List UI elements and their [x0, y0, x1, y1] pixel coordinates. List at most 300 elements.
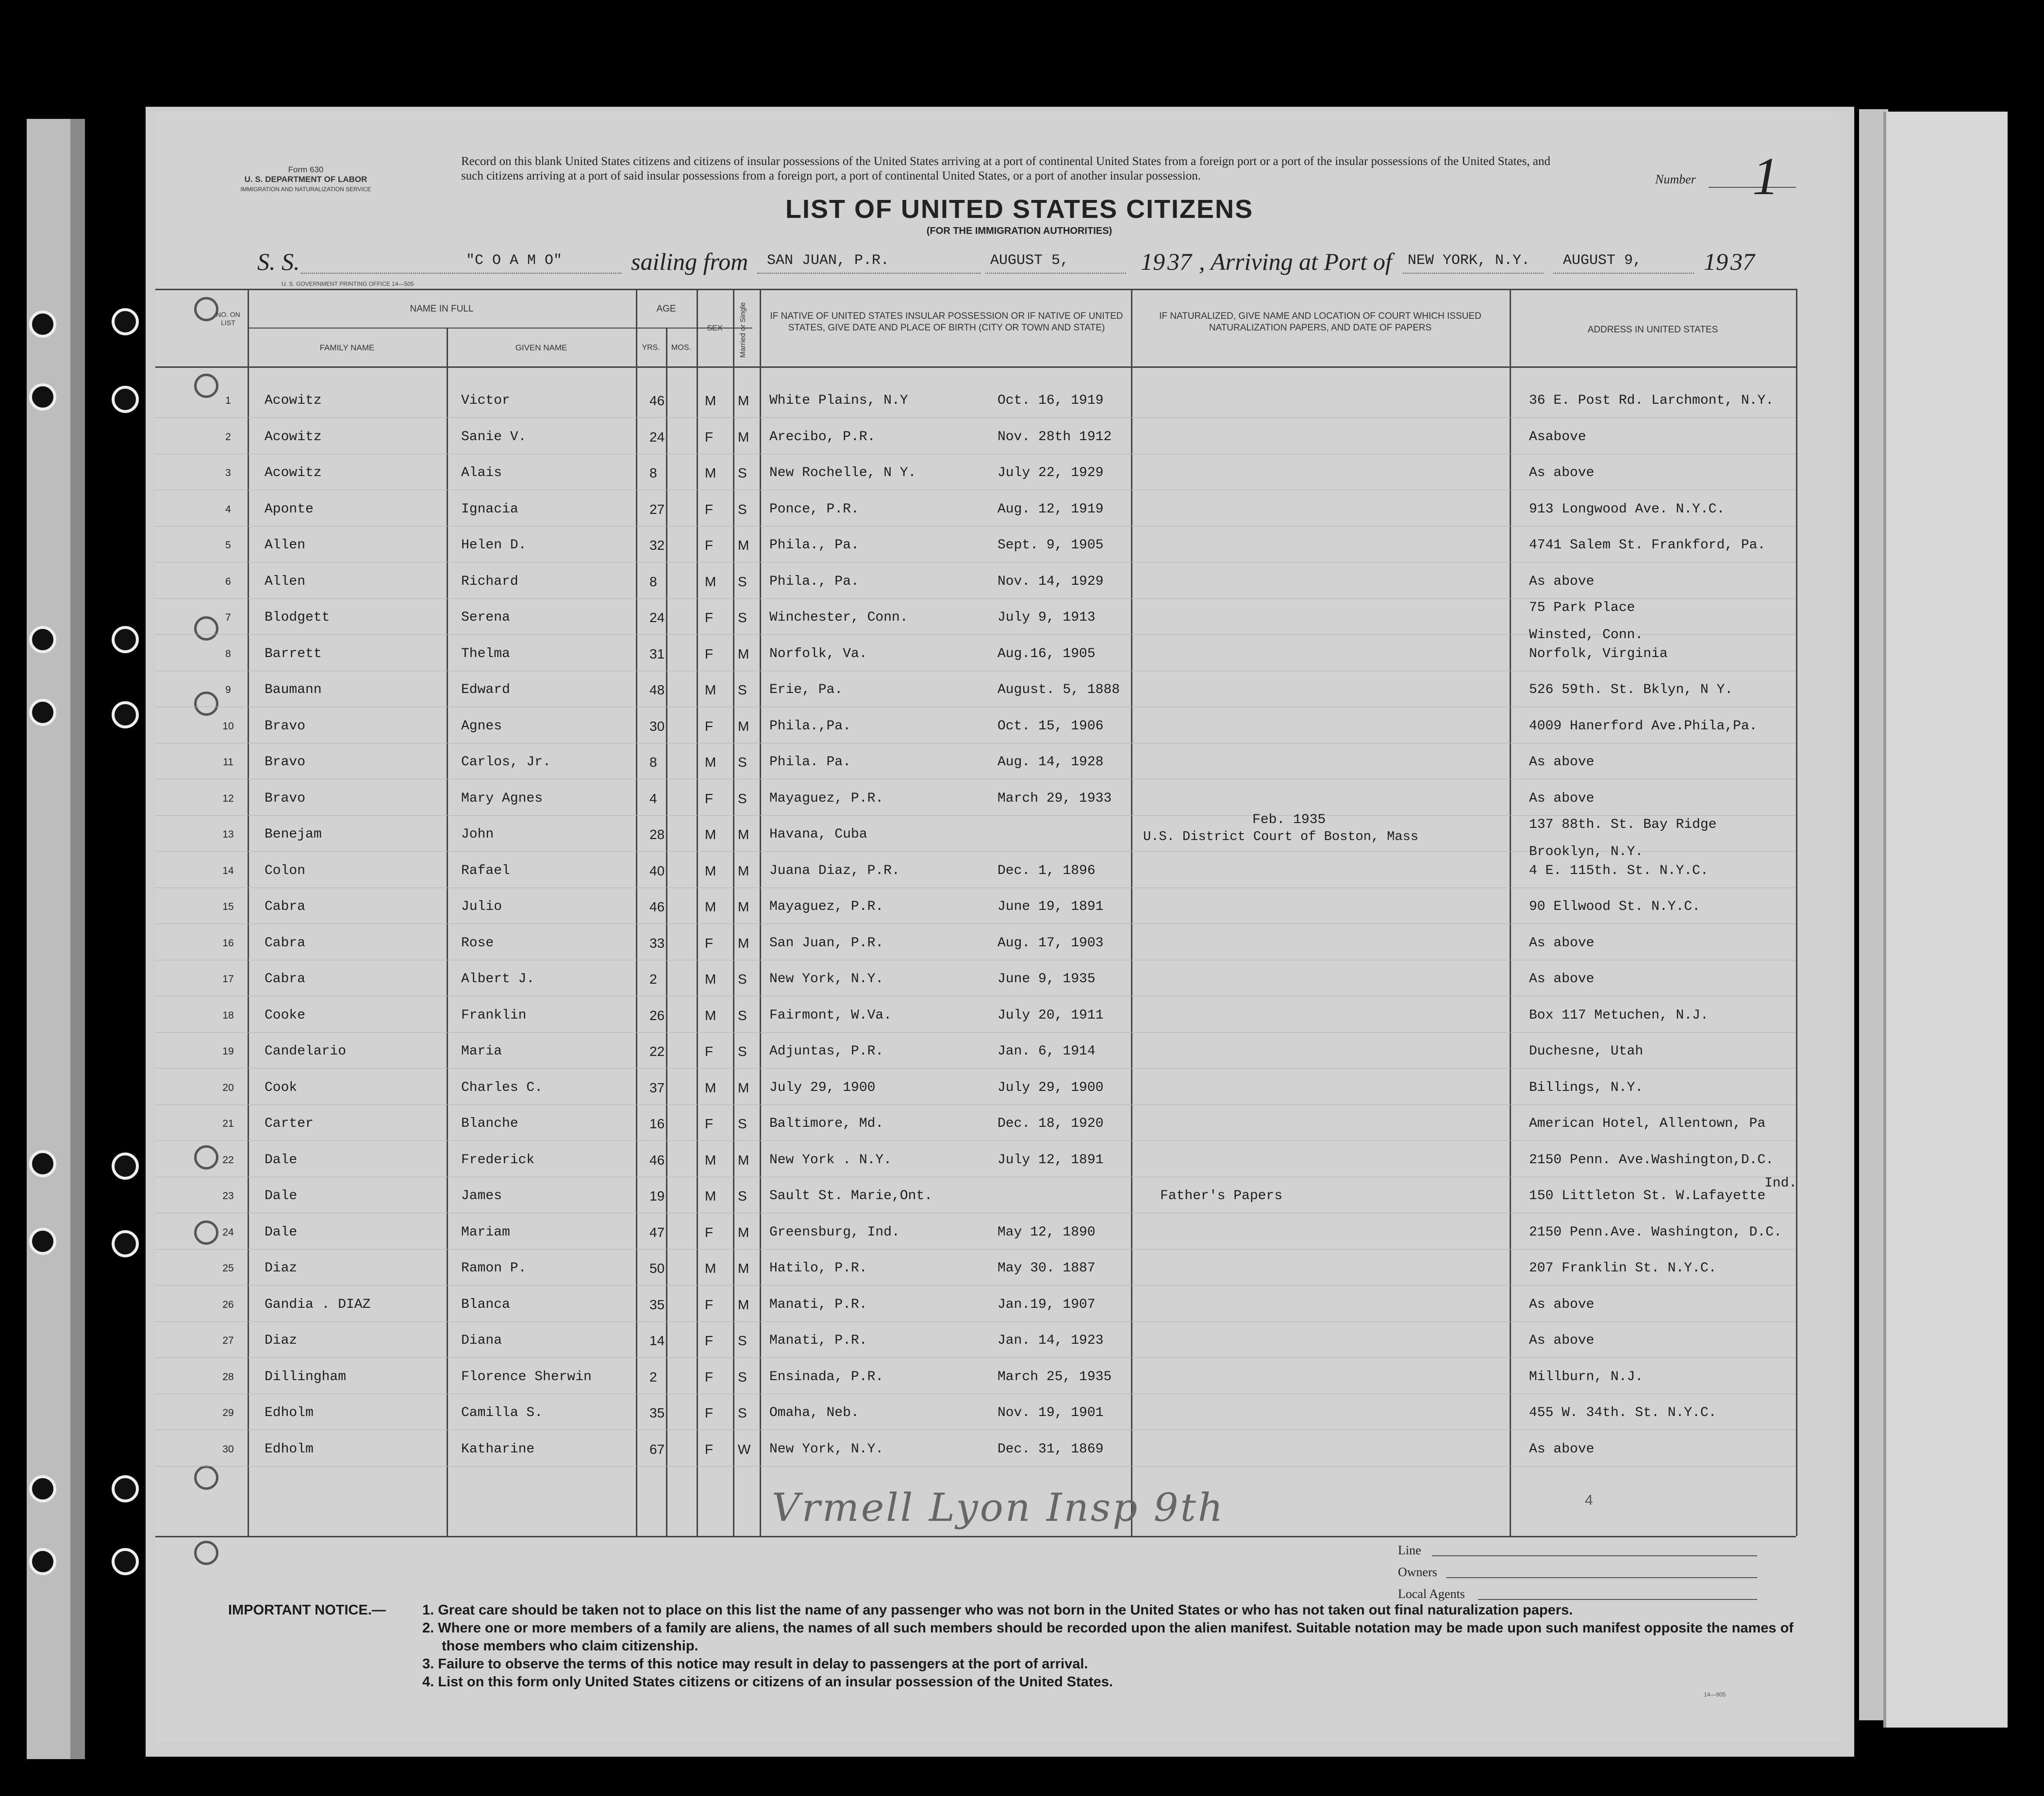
row-number: 15	[222, 901, 234, 912]
cell-place: Manati, P.R.	[769, 1297, 867, 1312]
cell-ms: M	[738, 646, 749, 661]
cell-place: New York, N.Y.	[769, 972, 884, 987]
arriving-label: , Arriving at Port of	[1199, 248, 1392, 275]
cell-yrs: 32	[649, 538, 665, 553]
cell-given: Carlos, Jr.	[461, 755, 551, 770]
cell-place: New Rochelle, N Y.	[769, 465, 916, 480]
cell-sex: F	[705, 719, 714, 734]
cell-date: June 19, 1891	[997, 899, 1104, 914]
cell-sex: M	[705, 1261, 716, 1276]
corner-mark: 14—905	[1704, 1691, 1726, 1698]
cell-yrs: 48	[649, 682, 665, 697]
row-number: 11	[223, 757, 233, 768]
row-number: 29	[222, 1407, 234, 1418]
cell-family: Dillingham	[265, 1369, 347, 1384]
arrival-year-prefix: 19	[1704, 248, 1728, 275]
cell-addr: American Hotel, Allentown, Pa	[1529, 1116, 1766, 1131]
printer-mark: U. S. GOVERNMENT PRINTING OFFICE 14—505	[282, 280, 414, 287]
cell-given: Victor	[461, 393, 510, 408]
cell-addr: 4741 Salem St. Frankford, Pa.	[1529, 538, 1766, 553]
header-married-single: Married or Single	[739, 302, 747, 358]
cell-addr: Box 117 Metuchen, N.J.	[1529, 1008, 1709, 1023]
cell-yrs: 2	[649, 1369, 657, 1384]
cell-yrs: 14	[649, 1333, 665, 1348]
table-top-border	[155, 289, 1796, 290]
row-number: 8	[225, 648, 231, 659]
cell-given: Camilla S.	[461, 1405, 543, 1420]
cell-given: John	[461, 827, 494, 842]
col-divider	[447, 328, 448, 1536]
arrive-underline	[1403, 273, 1544, 274]
cell-sex: F	[705, 1297, 714, 1312]
cell-yrs: 67	[649, 1442, 665, 1457]
cell-family: Cook	[265, 1080, 298, 1095]
col-divider	[733, 289, 734, 1536]
cell-family: Dale	[265, 1188, 298, 1203]
cell-sex: F	[705, 1116, 714, 1131]
cell-nat: Father's Papers	[1160, 1188, 1283, 1203]
cell-ms: M	[738, 1261, 749, 1276]
cell-sex: F	[705, 429, 714, 445]
cell-given: James	[461, 1188, 502, 1203]
cell-date: Sept. 9, 1905	[997, 538, 1104, 553]
cell-date: Nov. 19, 1901	[997, 1405, 1104, 1420]
cell-yrs: 46	[649, 393, 665, 408]
cell-addr: 137 88th. St. Bay Ridge	[1529, 817, 1717, 832]
voyage-line	[252, 247, 1854, 281]
line-label: Line	[1398, 1543, 1421, 1557]
cell-sex: M	[705, 465, 716, 480]
row-number: 10	[222, 721, 234, 732]
arrival-date: AUGUST 9,	[1563, 252, 1642, 269]
departure-date: AUGUST 5,	[990, 252, 1069, 269]
cell-addr: Duchesne, Utah	[1529, 1044, 1644, 1059]
cell-yrs: 47	[649, 1225, 665, 1240]
punch-hole	[112, 1475, 139, 1502]
number-label: Number	[1655, 172, 1696, 186]
cell-given: Diana	[461, 1333, 502, 1348]
cell-ms: M	[738, 936, 749, 951]
row-rule	[155, 923, 1796, 924]
cell-sex: F	[705, 1442, 714, 1457]
cell-place: Adjuntas, P.R.	[769, 1044, 884, 1059]
notice-item: 2. Where one or more members of a family are aliens, the names of all such members should be recorded upon the alien manifest. Suitable notation may be made upon such manifest opposite the names of those members who claim citizenship.	[422, 1620, 1794, 1654]
cell-addr: As above	[1529, 1297, 1595, 1312]
cell-place: Fairmont, W.Va.	[769, 1008, 892, 1023]
cell-family: Aponte	[265, 502, 314, 517]
cell-addr: 455 W. 34th. St. N.Y.C.	[1529, 1405, 1717, 1420]
cell-place: Havana, Cuba	[769, 827, 867, 842]
cell-sex: M	[705, 682, 716, 697]
header-address: ADDRESS IN UNITED STATES	[1587, 325, 1718, 335]
row-number: 13	[222, 829, 234, 840]
owners-label: Owners	[1398, 1565, 1437, 1579]
cell-ms: M	[738, 899, 749, 914]
cell-yrs: 2	[649, 972, 657, 987]
cell-sex: F	[705, 646, 714, 661]
punch-hole	[29, 1548, 56, 1575]
cell-family: Benejam	[265, 827, 322, 842]
row-number: 28	[222, 1371, 234, 1383]
cell-sex: F	[705, 936, 714, 951]
cell-date: Dec. 31, 1869	[997, 1442, 1104, 1457]
row-number: 3	[225, 467, 231, 478]
punch-hole	[112, 701, 139, 728]
row-number: 9	[225, 684, 231, 695]
cell-nat: Feb. 1935	[1252, 812, 1326, 827]
cell-yrs: 27	[649, 502, 665, 517]
cell-sex: M	[705, 755, 716, 770]
cell-given: Charles C.	[461, 1080, 543, 1095]
page-subtitle: (FOR THE IMMIGRATION AUTHORITIES)	[926, 226, 1113, 236]
inspector-signature: Vrmell Lyon Insp 9th	[772, 1485, 1225, 1530]
cell-ms: S	[738, 1044, 747, 1059]
col-divider	[760, 289, 761, 1536]
cell-ms: S	[738, 972, 747, 987]
local-agents-field[interactable]	[1478, 1599, 1757, 1600]
cell-date: Aug. 17, 1903	[997, 936, 1104, 951]
ship-name: "C O A M O"	[466, 252, 563, 269]
cell-family: Bravo	[265, 755, 306, 770]
cell-given: Frederick	[461, 1153, 535, 1168]
top-notice: Record on this blank United States citizens and citizens of insular possessions of the United States arriving at a port of continental United States from a foreign port or a port of the insular possessions of the United States, and such citizens arriving at a port of said insular possessions from a foreign port, a port of continental United States, or a port of another insular possession.	[461, 155, 1550, 182]
cell-given: Albert J.	[461, 972, 535, 987]
cell-sex: M	[705, 393, 716, 408]
cell-sex: F	[705, 791, 714, 806]
cell-ms: S	[738, 1405, 747, 1420]
cell-date: Jan. 14, 1923	[997, 1333, 1104, 1348]
cell-family: Acowitz	[265, 429, 322, 445]
row-number: 24	[222, 1227, 234, 1238]
row-rule	[155, 598, 1796, 599]
arrival-year: 37	[1730, 248, 1755, 275]
cell-date: Aug. 14, 1928	[997, 755, 1104, 770]
row-rule	[155, 1104, 1796, 1105]
ss-label: S. S.	[257, 248, 300, 275]
notice-item: 1. Great care should be taken not to place on this list the name of any passenger who was not born in the United States or who has not taken out final naturalization papers.	[422, 1602, 1573, 1618]
cell-place: Winchester, Conn.	[769, 610, 908, 625]
col-divider	[1510, 289, 1511, 1536]
row-number: 20	[222, 1082, 234, 1093]
cell-yrs: 46	[649, 1153, 665, 1168]
cell-ms: S	[738, 610, 747, 625]
punch-hole	[29, 626, 56, 653]
cell-date: July 9, 1913	[997, 610, 1096, 625]
row-rule	[155, 1321, 1796, 1322]
col-divider	[1131, 289, 1132, 1536]
cell-addr: As above	[1529, 936, 1595, 951]
cell-place: New York . N.Y.	[769, 1153, 892, 1168]
cell-ms: M	[738, 1225, 749, 1240]
cell-given: Alais	[461, 465, 502, 480]
important-notice-label: IMPORTANT NOTICE.—	[228, 1602, 386, 1618]
cell-sex: M	[705, 1008, 716, 1023]
cell-family: Blodgett	[265, 610, 330, 625]
row-number: 26	[222, 1299, 234, 1310]
cell-family: Cooke	[265, 1008, 306, 1023]
cell-place: Hatilo, P.R.	[769, 1261, 867, 1276]
cell-addr: Asabove	[1529, 429, 1586, 445]
cell-addr: As above	[1529, 972, 1595, 987]
cell-given: Blanche	[461, 1116, 518, 1131]
cell-ms: S	[738, 682, 747, 697]
row-number: 30	[222, 1444, 234, 1455]
header-family-name: FAMILY NAME	[319, 343, 375, 352]
form-number-block	[204, 165, 408, 194]
cell-yrs: 8	[649, 755, 657, 770]
sailing-label: sailing from	[631, 248, 748, 275]
cell-ms: M	[738, 1080, 749, 1095]
cell-sex: F	[705, 610, 714, 625]
cell-ms: M	[738, 719, 749, 734]
row-number: 4	[225, 504, 231, 515]
notice-item: 4. List on this form only United States citizens or citizens of an insular possession of the United States.	[422, 1674, 1113, 1690]
cell-family: Baumann	[265, 682, 322, 697]
cell-yrs: 4	[649, 791, 657, 806]
cell-yrs: 37	[649, 1080, 665, 1095]
cell-addr: As above	[1529, 574, 1595, 589]
col-divider	[636, 289, 637, 1536]
cell-ms: S	[738, 1369, 747, 1384]
header-bottom-border	[155, 366, 1796, 368]
cell-yrs: 26	[649, 1008, 665, 1023]
cell-yrs: 22	[649, 1044, 665, 1059]
cell-ms: S	[738, 1008, 747, 1023]
cell-family: Diaz	[265, 1261, 298, 1276]
list-number: 1	[1752, 147, 1779, 206]
cell-given: Serena	[461, 610, 510, 625]
cell-ms: M	[738, 429, 749, 445]
cell-family: Acowitz	[265, 393, 322, 408]
punch-hole	[29, 1228, 56, 1255]
cell-sex: M	[705, 899, 716, 914]
cell-addr: Norfolk, Virginia	[1529, 646, 1668, 661]
page-title: LIST OF UNITED STATES CITIZENS	[785, 195, 1253, 224]
page-stack	[1883, 112, 2008, 1728]
cell-ms: M	[738, 1297, 749, 1312]
cell-addr: As above	[1529, 755, 1595, 770]
cell-given: Agnes	[461, 719, 502, 734]
header-given-name: GIVEN NAME	[515, 343, 567, 352]
cell-addr-top: Ind.	[1764, 1176, 1797, 1191]
depart-underline	[985, 273, 1126, 274]
cell-addr: As above	[1529, 1442, 1595, 1457]
punch-hole	[112, 1153, 139, 1180]
cell-yrs: 31	[649, 646, 665, 661]
cell-family: Candelario	[265, 1044, 347, 1059]
cell-place: Mayaguez, P.R.	[769, 899, 884, 914]
cell-family: Bravo	[265, 791, 306, 806]
cell-date: Oct. 15, 1906	[997, 719, 1104, 734]
cell-place: Juana Diaz, P.R.	[769, 863, 900, 878]
row-number: 27	[222, 1335, 234, 1346]
cell-yrs: 16	[649, 1116, 665, 1131]
cell-date: July 29, 1900	[997, 1080, 1104, 1095]
cell-addr: Billings, N.Y.	[1529, 1080, 1644, 1095]
cell-yrs: 40	[649, 863, 665, 878]
punch-hole	[29, 311, 56, 338]
cell-given: Ignacia	[461, 502, 518, 517]
cell-given: Rose	[461, 936, 494, 951]
cell-date: Jan. 6, 1914	[997, 1044, 1096, 1059]
cell-addr: 526 59th. St. Bklyn, N Y.	[1529, 682, 1733, 697]
ship-underline	[301, 273, 621, 274]
row-rule	[155, 1068, 1796, 1069]
cell-date: March 29, 1933	[997, 791, 1112, 806]
cell-addr: Millburn, N.J.	[1529, 1369, 1644, 1384]
row-number: 21	[222, 1118, 234, 1129]
cell-ms: S	[738, 1116, 747, 1131]
header-yrs: YRS.	[642, 344, 660, 352]
row-rule	[155, 1140, 1796, 1141]
col-divider	[697, 289, 698, 1536]
punch-hole	[29, 383, 56, 411]
cell-given: Julio	[461, 899, 502, 914]
cell-place: July 29, 1900	[769, 1080, 876, 1095]
cell-sex: M	[705, 1188, 716, 1203]
table-bottom-border	[155, 1536, 1796, 1537]
row-rule	[155, 526, 1796, 527]
from-port: SAN JUAN, P.R.	[767, 252, 890, 269]
cell-date: Aug. 12, 1919	[997, 502, 1104, 517]
cell-yrs: 19	[649, 1188, 665, 1203]
cell-ms: W	[738, 1442, 751, 1457]
cell-sex: M	[705, 972, 716, 987]
cell-given: Franklin	[461, 1008, 527, 1023]
punch-hole	[29, 699, 56, 726]
row-rule	[155, 1032, 1796, 1033]
local-agents-label: Local Agents	[1398, 1587, 1465, 1601]
cell-ms: M	[738, 393, 749, 408]
cell-ms: M	[738, 863, 749, 878]
cell-ms: S	[738, 574, 747, 589]
row-rule	[155, 815, 1796, 816]
punch-hole	[112, 626, 139, 653]
row-rule	[155, 417, 1796, 418]
cell-addr: 4 E. 115th. St. N.Y.C.	[1529, 863, 1709, 878]
cell-family: Cabra	[265, 972, 306, 987]
cell-addr: As above	[1529, 465, 1595, 480]
notice-item: 3. Failure to observe the terms of this notice may result in delay to passengers at the port of arrival.	[422, 1656, 1088, 1672]
cell-ms: S	[738, 465, 747, 480]
reinforcement-ring	[194, 1466, 218, 1490]
important-notice-items	[422, 1601, 1811, 1691]
cell-given: Edward	[461, 682, 510, 697]
cell-place: Omaha, Neb.	[769, 1405, 859, 1420]
row-number: 6	[225, 576, 231, 587]
header-age: AGE	[656, 304, 676, 314]
row-number: 23	[222, 1190, 234, 1202]
cell-given: Sanie V.	[461, 429, 527, 445]
punch-hole	[112, 1230, 139, 1257]
row-number: 12	[222, 793, 234, 804]
row-number: 16	[222, 938, 234, 949]
cell-ms: S	[738, 1188, 747, 1203]
cell-addr: 36 E. Post Rd. Larchmont, N.Y.	[1529, 393, 1774, 408]
cell-addr: 2150 Penn. Ave.Washington,D.C.	[1529, 1153, 1774, 1168]
owners-field[interactable]	[1446, 1577, 1757, 1578]
cell-sex: F	[705, 538, 714, 553]
cell-date: Nov. 28th 1912	[997, 429, 1112, 445]
from-underline	[757, 273, 980, 274]
header-naturalized: IF NATURALIZED, GIVE NAME AND LOCATION OF COURT WHICH ISSUED NATURALIZATION PAPERS, AND DATE OF PAPERS	[1159, 311, 1481, 333]
cell-date: Dec. 18, 1920	[997, 1116, 1104, 1131]
binder-shadow	[70, 119, 85, 1759]
cell-place: San Juan, P.R.	[769, 936, 884, 951]
cell-place: Manati, P.R.	[769, 1333, 867, 1348]
cell-yrs: 8	[649, 574, 657, 589]
punch-hole	[29, 1475, 56, 1502]
cell-place: White Plains, N.Y	[769, 393, 908, 408]
cell-given: Richard	[461, 574, 518, 589]
binder-strip	[27, 119, 70, 1759]
row-number: 5	[225, 540, 231, 551]
cell-yrs: 8	[649, 465, 657, 480]
cell-given: Helen D.	[461, 538, 527, 553]
cell-addr: 75 Park Place	[1529, 600, 1635, 615]
header-name-in-full: NAME IN FULL	[410, 304, 474, 314]
cell-place: Ponce, P.R.	[769, 502, 859, 517]
cell-yrs: 35	[649, 1297, 665, 1312]
cell-place: Phila., Pa.	[769, 574, 859, 589]
cell-date: August. 5, 1888	[997, 682, 1120, 697]
cell-place: Baltimore, Md.	[769, 1116, 884, 1131]
cell-family: Cabra	[265, 936, 306, 951]
cell-given: Florence Sherwin	[461, 1369, 592, 1384]
cell-ms: M	[738, 1153, 749, 1168]
cell-ms: S	[738, 1333, 747, 1348]
cell-family: Colon	[265, 863, 306, 878]
cell-given: Rafael	[461, 863, 510, 878]
row-number: 19	[222, 1046, 234, 1057]
cell-family: Allen	[265, 574, 306, 589]
col-divider	[1796, 289, 1797, 1536]
cell-date: Dec. 1, 1896	[997, 863, 1096, 878]
line-field[interactable]	[1432, 1555, 1757, 1556]
cell-family: Allen	[265, 538, 306, 553]
row-number: 25	[222, 1263, 234, 1274]
cell-addr: As above	[1529, 1333, 1595, 1348]
cell-family: Barrett	[265, 646, 322, 661]
cell-addr-line2: Brooklyn, N.Y.	[1529, 844, 1644, 859]
cell-sex: M	[705, 827, 716, 842]
cell-place: Phila.,Pa.	[769, 719, 851, 734]
cell-ms: M	[738, 538, 749, 553]
cell-given: Katharine	[461, 1442, 535, 1457]
cell-addr-line2: Winsted, Conn.	[1529, 627, 1644, 643]
cell-nat-line2: U.S. District Court of Boston, Mass	[1143, 830, 1419, 844]
cell-place: Sault St. Marie,Ont.	[769, 1188, 933, 1203]
cell-date: July 22, 1929	[997, 465, 1104, 480]
cell-given: Ramon P.	[461, 1261, 527, 1276]
cell-yrs: 24	[649, 429, 665, 445]
cell-ms: M	[738, 827, 749, 842]
col-divider	[666, 328, 667, 1536]
punch-hole	[112, 386, 139, 413]
cell-family: Diaz	[265, 1333, 298, 1348]
cell-sex: F	[705, 1044, 714, 1059]
cell-sex: F	[705, 1333, 714, 1348]
cell-place: New York, N.Y.	[769, 1442, 884, 1457]
cell-date: Oct. 16, 1919	[997, 393, 1104, 408]
cell-yrs: 46	[649, 899, 665, 914]
cell-date: July 20, 1911	[997, 1008, 1104, 1023]
cell-date: March 25, 1935	[997, 1369, 1112, 1384]
cell-addr: 150 Littleton St. W.Lafayette	[1529, 1188, 1766, 1203]
row-number: 2	[225, 431, 231, 443]
cell-addr: 2150 Penn.Ave. Washington, D.C.	[1529, 1225, 1782, 1240]
cell-place: Erie, Pa.	[769, 682, 843, 697]
